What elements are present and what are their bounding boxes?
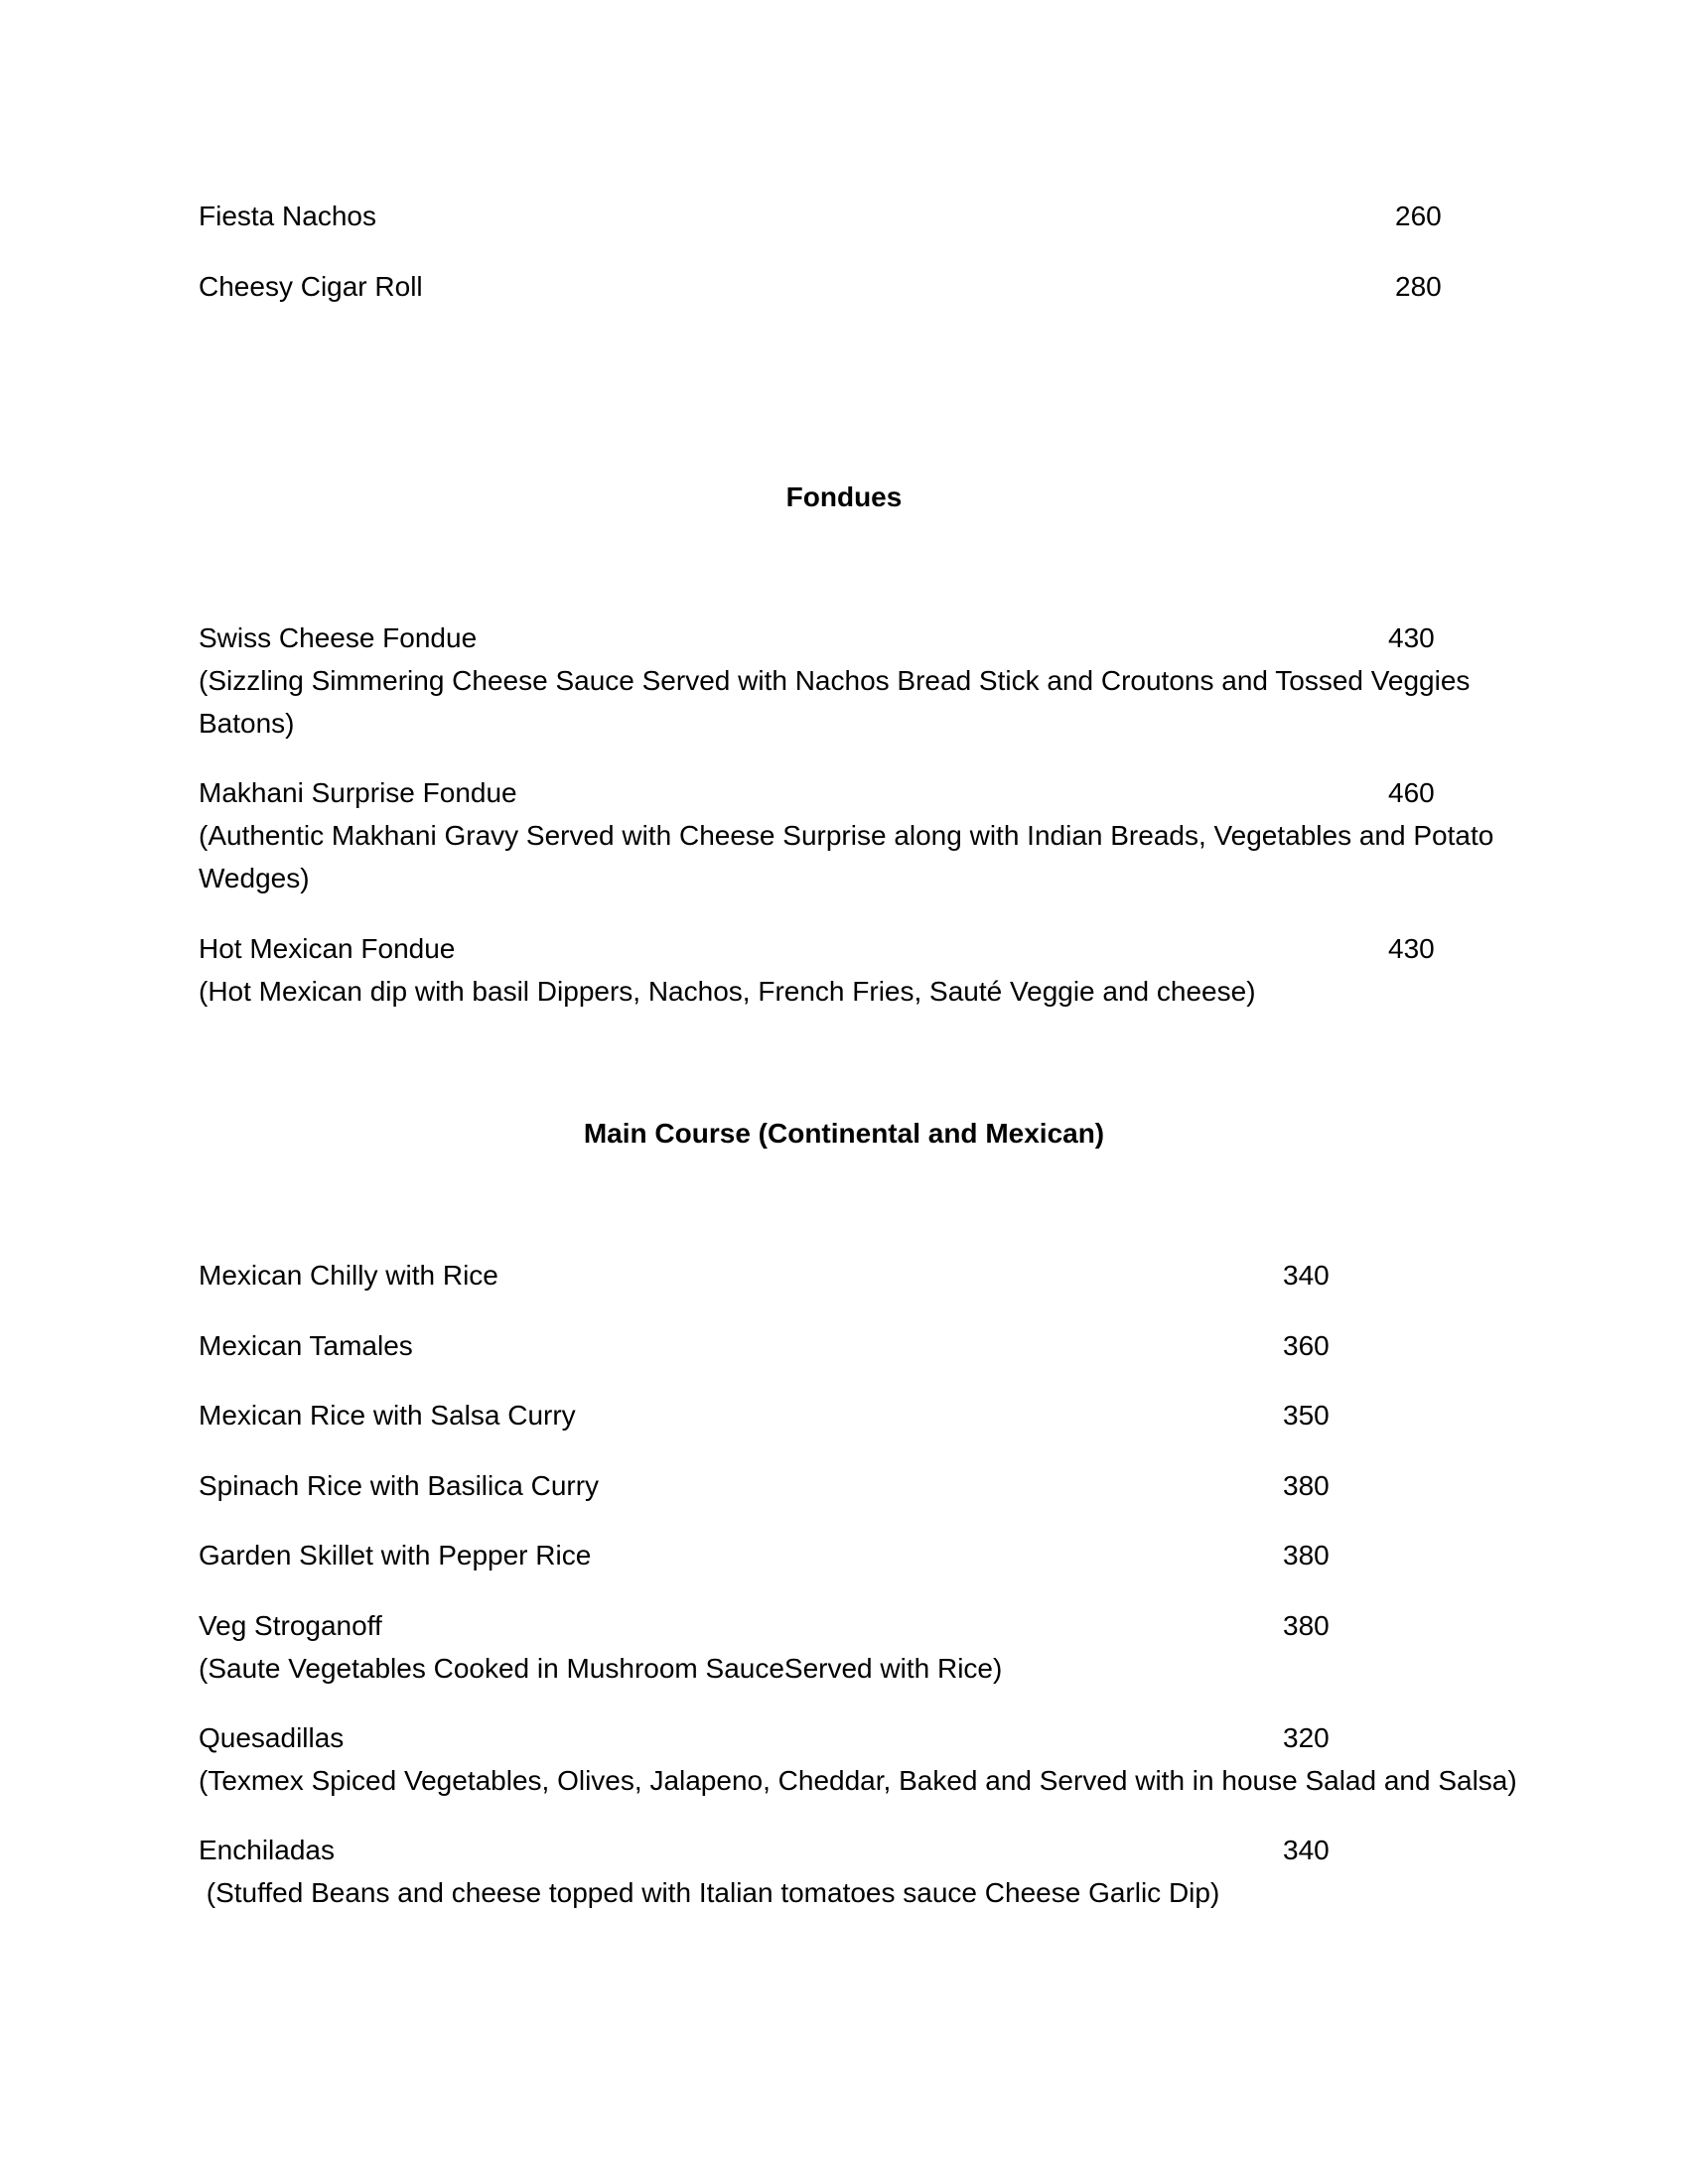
item-name: Swiss Cheese Fondue — [199, 622, 478, 653]
item-name: Veg Stroganoff — [199, 1610, 382, 1641]
item-name: Makhani Surprise Fondue — [199, 777, 517, 808]
item-price: 350 — [1283, 1400, 1330, 1431]
item-price: 340 — [1283, 1260, 1330, 1291]
item-price: 340 — [1283, 1835, 1330, 1865]
item-price: 380 — [1283, 1540, 1330, 1570]
item-description: (Stuffed Beans and cheese topped with Italian tomatoes sauce Cheese Garlic Dip) — [199, 1877, 1220, 1908]
item-description: (Texmex Spiced Vegetables, Olives, Jalapeno, Cheddar, Baked and Served with in house Salad and Salsa) — [199, 1765, 1517, 1796]
item-name: Mexican Tamales — [199, 1330, 413, 1361]
item-name: Enchiladas — [199, 1835, 335, 1865]
item-price: 260 — [1395, 201, 1442, 231]
item-description: Batons) — [199, 708, 295, 739]
item-price: 460 — [1388, 777, 1435, 808]
item-name: Spinach Rice with Basilica Curry — [199, 1470, 600, 1501]
item-price: 360 — [1283, 1330, 1330, 1361]
item-price: 380 — [1283, 1470, 1330, 1501]
item-name: Mexican Chilly with Rice — [199, 1260, 498, 1291]
section-title-main-course: Main Course (Continental and Mexican) — [583, 1118, 1105, 1149]
item-name: Quesadillas — [199, 1722, 345, 1753]
section-title-fondues: Fondues — [785, 481, 903, 512]
item-price: 380 — [1283, 1610, 1330, 1641]
item-name: Fiesta Nachos — [199, 201, 376, 231]
item-price: 430 — [1388, 622, 1435, 653]
item-name: Garden Skillet with Pepper Rice — [199, 1540, 592, 1570]
item-name: Cheesy Cigar Roll — [199, 271, 423, 302]
item-price: 320 — [1283, 1722, 1330, 1753]
item-price: 430 — [1388, 933, 1435, 964]
item-description: (Hot Mexican dip with basil Dippers, Nachos, French Fries, Sauté Veggie and cheese) — [199, 976, 1256, 1007]
item-name: Hot Mexican Fondue — [199, 933, 456, 964]
item-name: Mexican Rice with Salsa Curry — [199, 1400, 576, 1431]
item-description: (Sizzling Simmering Cheese Sauce Served with Nachos Bread Stick and Croutons and Tossed Veggies — [199, 665, 1471, 696]
item-description: (Authentic Makhani Gravy Served with Cheese Surprise along with Indian Breads, Vegetables and Potato — [199, 820, 1494, 851]
item-description: (Saute Vegetables Cooked in Mushroom SauceServed with Rice) — [199, 1653, 1003, 1684]
item-description: Wedges) — [199, 863, 310, 893]
item-price: 280 — [1395, 271, 1442, 302]
